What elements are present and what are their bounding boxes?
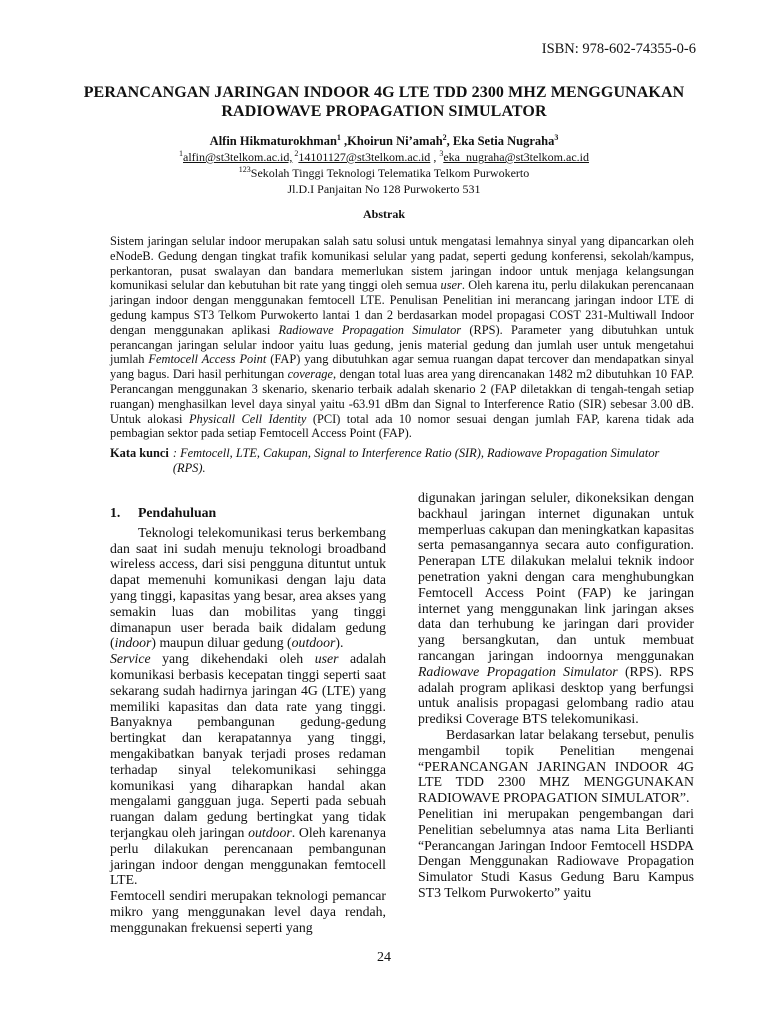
abstract-italic: Femtocell Access Point [148,352,267,367]
email-3-mark: 3 [439,149,444,158]
keywords-text: : Femtocell, LTE, Cakupan, Signal to Interference Ratio (SIR), Radiowave Propagation Simulator (RPS). [172,446,660,475]
author-1: Alfin Hikmaturokhman [209,134,337,148]
italic-run: Service [110,651,151,667]
abstract-italic: Physicall Cell Identity [188,411,307,426]
affiliation-name: Sekolah Tinggi Teknologi Telematika Telkom Purwokerto [250,166,530,180]
author-emails [80,150,688,165]
email-1-mark: 1 [179,149,184,158]
author-list [80,133,688,149]
italic-run: outdoor [248,824,292,840]
text-run: ). [335,635,344,651]
paragraph [110,651,386,888]
affiliation [80,165,688,197]
abstract-heading: Abstrak [362,207,405,221]
section-number: 1. [110,505,121,520]
text-run: adalah komunikasi berbasis kecepatan tinggi seperti saat sekarang sudah hadirnya jaringan 4G (LTE) yang memiliki kapasitas dan data rate yang tinggi. Banyaknya pembangunan gedung-gedung bertingkat dan kerapatannya yang tinggi, mengakibatkan banyak terjadi proses redaman terhadap sinyal telekomunikasi sehingga komunikasi yang diharapkan handal akan mengalami gangguan juga. Seperti pada sebuah ruangan dalam gedung bertingkat yang tidak terjangkau oleh jaringan [110,651,386,840]
text-run: yang dikehendaki oleh [150,651,315,667]
author-3-affil-mark: 3 [554,132,559,142]
keywords-label: Kata kunci [110,446,169,460]
right-column [418,490,694,901]
isbn-header: ISBN: 978-602-74355-0-6 [541,41,696,57]
author-3: , Eka Setia Nugraha [446,134,555,148]
email-2-mark: 2 [292,149,299,158]
abstract-italic: Radiowave Propagation Simulator [278,322,462,337]
paragraph [110,525,386,651]
author-1-affil-mark: 1 [336,132,341,142]
text-run: digunakan jaringan seluler, dikoneksikan dengan backhaul jaringan internet digunakan untuk memperluas cakupan dan meningkatkan kapasitas serta pemasangannya secara auto configuration. Penerapan LTE dilakukan melalui teknik indoor penetration yakni dengan cara menghubungkan Femtocell Access Point (FAP) ke jaringan internet yang menggunakan link jaringan akses data dan terhubung ke jaringan dari provider yang bersangkutan, dan untuk membuat rancangan jaringan indoornya menggunakan [418,490,694,663]
page-number: 24 [377,950,391,965]
abstract-text: (FAP) yang dibutuhkan agar semua ruangan dapat tercover dan mendapatkan sinyal yang bagus. Dari hasil perhitungan [110,352,694,382]
italic-run: outdoor [291,635,336,651]
section-heading [110,505,386,521]
italic-run: indoor [114,635,152,651]
abstract-italic: user [440,278,462,293]
text-run: Teknologi telekomunikasi terus berkembang dan saat ini sudah menuju teknologi broadband wireless access, dari sisi pengguna dituntut untuk dapat memenuhi komunikasi dengan laju data yang tinggi, kapasitas yang besar, area akses yang semakin luas dan mobilitas yang tinggi dimanapun user berada baik didalam gedung ( [110,524,386,651]
paragraph: Penelitian ini merupakan pengembangan dari Penelitian sebelumnya atas nama Lita Berlianti “Perancangan Jaringan Indoor Femtocell HSDPA Dengan Menggunakan Radiowave Propagation Simulator Studi Kasus Gedung Baru Kampus ST3 Telkom Purwokerto” yaitu [418,805,694,900]
affiliation-mark: 123 [238,165,251,174]
abstract-italic: coverage [287,367,333,382]
email-2-link[interactable]: 14101127@st3telkom.ac.id [298,150,431,164]
abstract-text: (PCI) total ada 10 nomor sesuai dengan jumlah FAP, karena tidak ada pembagian sektor pada setiap Femtocell Access Point (FAP). [110,411,695,441]
affiliation-address: Jl.D.I Panjaitan No 128 Purwokerto 531 [287,182,481,196]
keywords [110,446,694,476]
affiliation-institution [80,165,688,181]
abstract-text: (RPS). Parameter yang dibutuhkan untuk perancangan jaringan selular indoor yaitu luas gedung, jenis material gedung dan jumlah user untuk mengetahui jumlah [110,322,694,367]
abstract-text: Sistem jaringan selular indoor merupakan salah satu solusi untuk mengatasi lemahnya sinyal yang dipancarkan oleh eNodeB. Gedung dengan tingkat trafik komunikasi selular yang padat, seperti gedung konferensi, sekolah/kampus, perkantoran, pusat swalayan dan bandara memerlukan sistem jaringan indoor untuk menjaga kelangsungan komunikasi selular dan kebutuhan bit rate yang tinggi oleh semua [110,234,694,293]
text-run: (RPS). RPS adalah program aplikasi desktop yang berfungsi untuk analisis propagasi gelombang radio atau prediksi Coverage BTS telekomunikasi. [418,663,695,727]
abstract-text: , dengan total luas area yang direncanakan 1482 m2 dibutuhkan 10 FAP. Perancangan menggunakan 3 skenario, skenario terbaik adalah skenario 2 (FAP diletakkan di tengah-tengah setiap ruangan) menghasilkan level daya sinyal yaitu -63.91 dBm dan Signal to Interference Ratio (SIR) sebesar 3.00 dB. Untuk alokasi [110,367,694,426]
paper-title: PERANCANGAN JARINGAN INDOOR 4G LTE TDD 2300 MHZ MENGGUNAKAN RADIOWAVE PROPAGATION SIMULATOR [83,84,685,120]
section-title: Pendahuluan [138,505,217,520]
left-column [110,505,386,936]
author-2: ,Khoirun Ni’amah [340,134,443,148]
paragraph [418,490,694,727]
email-1-link[interactable]: alfin@st3telkom.ac.id, [183,150,293,164]
paragraph: Femtocell sendiri merupakan teknologi pemancar mikro yang menggunakan level daya rendah, menggunakan frekuensi seperti yang [110,888,386,935]
italic-run: user [314,651,339,667]
abstract-text: . Oleh karena itu, perlu dilakukan perencanaan jaringan indoor dengan menggunakan femtocell LTE. Penulisan Penelitian ini merancang jaringan indoor LTE di gedung kampus ST3 Telkom Purwokerto lantai 1 dan 2 berdasarkan model propagasi COST 231-Multiwall Indoor dengan menggunakan aplikasi [110,278,694,337]
text-run: . Oleh karenanya perlu dilakukan perencanaan pembangunan jaringan indoor dengan menggunakan femtocell LTE. [110,824,386,888]
italic-run: Radiowave Propagation Simulator [418,663,618,679]
author-2-affil-mark: 2 [442,132,447,142]
abstract-body [110,234,694,441]
email-separator: , [430,150,440,164]
email-3-link[interactable]: eka_nugraha@st3telkom.ac.id [443,150,589,164]
paragraph: Berdasarkan latar belakang tersebut, penulis mengambil topik Penelitian mengenai “PERANCANGAN JARINGAN INDOOR 4G LTE TDD 2300 MHZ MENGGUNAKAN RADIOWAVE PROPAGATION SIMULATOR”. [418,726,694,806]
text-run: ) maupun diluar gedung ( [151,635,292,651]
